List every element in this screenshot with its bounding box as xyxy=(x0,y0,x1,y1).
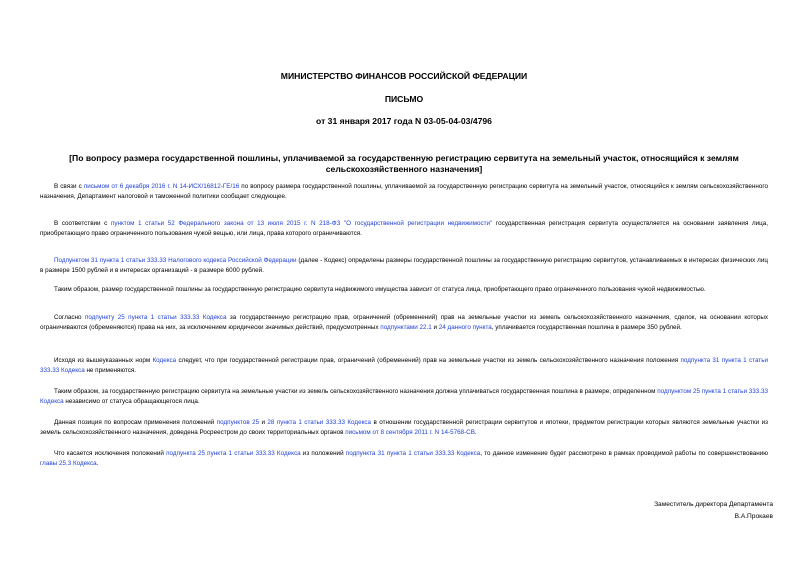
paragraph-7 xyxy=(40,387,768,408)
text: Данная позиция по вопросам применения положений xyxy=(54,419,217,426)
link-subparagraph-22-1[interactable]: подпунктами 22.1 xyxy=(380,324,432,332)
paragraph-6 xyxy=(40,356,768,377)
text: В соответствии с xyxy=(54,220,111,227)
link-chapter-25-3[interactable]: главы 25.3 Кодекса xyxy=(40,460,97,468)
paragraph-2 xyxy=(40,219,768,240)
text: из положений xyxy=(300,450,346,457)
text: Что касается исключения положений xyxy=(54,450,167,457)
text: не применяются. xyxy=(84,367,137,375)
link-subparagraph-31[interactable]: подпункта 31 пункта 1 статьи 333.33 Кодекса xyxy=(40,357,768,375)
paragraph-1 xyxy=(40,182,768,203)
text: следует, что при государственной регистрации прав, ограничений (обременений) прав на земельные участки из земель сельскохозяйственного назначения положения xyxy=(176,357,681,364)
document-subject: [По вопросу размера государственной пошлины, уплачиваемой за государственную регистрацию сервитута на земельный участок, относящийся к землям сельскохозяйственного назначения] xyxy=(69,153,739,174)
text: за государственную регистрацию прав, ограничений (обременений) прав на земельные участки из земель сельскохозяйственного назначения, сделок, на основании которых ограничиваются (обременяются) права на них, за исключением юридически значимых действий, предусмотренных xyxy=(40,314,769,332)
link-subparagraph-25[interactable]: подпункта 25 пункта 1 статьи 333.33 Кодекса xyxy=(166,450,301,457)
link-tax-code-31[interactable]: Подпунктом 31 пункта 1 статьи 333.33 Налогового кодекса Российской Федерации xyxy=(54,257,297,264)
link-code[interactable]: Кодекса xyxy=(152,357,177,364)
text: в отношении государственной регистрации сервитутов и ипотеки, предметом регистрации которых являются земельные участки из земель сельскохозяйственного назначения, доведена Росреестром до своих территориальных органов xyxy=(40,419,768,437)
text: Согласно xyxy=(54,314,85,321)
link-subparagraph-25[interactable]: подпунктов 25 xyxy=(216,419,260,426)
link-federal-law-218[interactable]: пунктом 1 статьи 52 Федерального закона от 13 июля 2015 г. N 218-ФЗ "О государственной регистрации недвижимости" xyxy=(110,220,493,227)
document-type: ПИСЬМО xyxy=(384,94,424,104)
link-letter-rosreestr[interactable]: письмом от 6 декабря 2016 г. N 14-ИСХ/16812-ГЕ/16 xyxy=(83,183,240,190)
link-subparagraph-28[interactable]: 28 пункта 1 статьи 333.33 Кодекса xyxy=(267,419,372,426)
ministry-title: МИНИСТЕРСТВО ФИНАНСОВ РОССИЙСКОЙ ФЕДЕРАЦИИ xyxy=(280,71,528,81)
link-letter-2011[interactable]: письмом от 8 сентября 2011 г. N 14-5768-СВ xyxy=(345,429,475,437)
signature-position: Заместитель директора Департамента xyxy=(654,501,773,508)
text: и xyxy=(431,324,439,332)
text: , уплачивается государственная пошлина в размере 350 рублей. xyxy=(491,324,682,332)
link-subparagraph-31[interactable]: подпункта 31 пункта 1 статьи 333.33 Кодекса xyxy=(345,450,481,457)
link-subparagraph-25[interactable]: подпункту 25 пункта 1 статьи 333.33 Кодекса xyxy=(84,314,227,321)
text: Исходя из вышеуказанных норм xyxy=(54,357,153,364)
text: по вопросу размера государственной пошлины, уплачиваемой за государственную регистрацию сервитута на земельный участок, относящийся к землям сельскохозяйственного назначения, Департамент налоговой и таможенной политики сообщает следующее. xyxy=(40,183,768,201)
link-subparagraph-25[interactable]: подпунктом 25 пункта 1 статьи 333.33 Кодекса xyxy=(40,388,769,406)
paragraph-8 xyxy=(40,418,768,439)
document-date-number: от 31 января 2017 года N 03-05-04-03/4796 xyxy=(316,116,492,126)
text: независимо от статуса обращающегося лица. xyxy=(63,398,200,406)
signature-name: В.А.Прокаев xyxy=(734,513,773,520)
text: Таким образом, размер государственной пошлины за государственную регистрацию сервитута недвижимого имущества зависит от статуса лица, приобретающего право ограниченного пользования чужой недвижимостью. xyxy=(54,286,706,293)
text: и xyxy=(259,419,268,426)
paragraph-9 xyxy=(40,449,768,470)
text: , то данное изменение будет рассмотрено в рамках проводимой работы по совершенствованию xyxy=(480,450,768,457)
paragraph-5 xyxy=(40,313,768,334)
link-subparagraph-24[interactable]: 24 данного пункта xyxy=(438,324,492,332)
text: . xyxy=(96,460,99,468)
paragraph-4 xyxy=(40,285,768,295)
text: (далее - Кодекс) определены размеры государственной пошлины за государственную регистрацию сервитутов, устанавливаемых в интересах физических лиц в размере 1500 рублей и в интересах организаций - в размере 6000 рублей. xyxy=(40,257,768,275)
text: . xyxy=(474,429,477,437)
text: государственная регистрация сервитута осуществляется на основании заявления лица, приобретающего право ограниченного пользования чужой вещью, или лица, права которого ограничиваются. xyxy=(40,220,769,238)
text: В связи с xyxy=(54,183,84,190)
text: Таким образом, за государственную регистрацию сервитута на земельные участки из земель сельскохозяйственного назначения должна уплачиваться государственная пошлина в размере, определенном xyxy=(54,388,658,395)
paragraph-3 xyxy=(40,256,768,277)
